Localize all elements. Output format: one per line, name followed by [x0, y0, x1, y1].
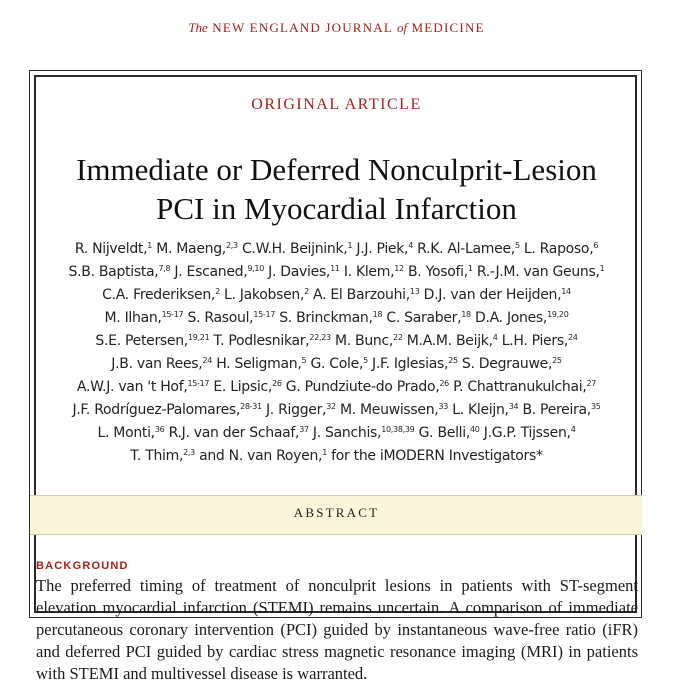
author-affiliation: 28-31	[240, 402, 262, 411]
author-name: S. Degrauwe,	[457, 356, 553, 372]
author-name: D.A. Jones,	[470, 310, 548, 326]
author-affiliation: 15-17	[253, 310, 276, 319]
author-name: L.H. Piers,	[497, 333, 568, 349]
author-name: J.J. Piek,	[352, 241, 409, 257]
background-text: The preferred timing of treatment of nonculprit lesions in patients with ST-segment elevation myocardial infarction (STEMI) remains uncertain. A comparison of immediate percutaneous coronary intervention (PCI) guided by instantaneous wave-free ratio (iFR) and deferred PCI guided by cardiac stress magnetic resonance imaging (MRI) in patients with STEMI and multivessel disease is warranted.	[36, 576, 638, 683]
author-name: D.J. van der Heijden,	[419, 287, 562, 303]
author-affiliation: 34	[508, 402, 519, 411]
author-affiliation: 15-17	[161, 310, 184, 319]
author-name: S. Rasoul,	[183, 310, 254, 326]
author-affiliation: 5	[514, 241, 520, 250]
author-affiliation: 1	[347, 241, 353, 250]
author-name: T. Thim,	[130, 448, 184, 464]
author-name: L. Jakobsen,	[219, 287, 305, 303]
author-name: R.J. van der Schaaf,	[164, 425, 300, 441]
author-affiliation: 19,20	[547, 310, 569, 319]
author-name: J.F. Rodríguez-Palomares,	[72, 402, 241, 418]
author-name: R.K. Al-Lamee,	[413, 241, 515, 257]
author-affiliation: 2,3	[183, 448, 195, 457]
author-affiliation: 4	[492, 333, 498, 342]
author-name: I. Klem,	[339, 264, 395, 280]
author-affiliation: 26	[272, 379, 282, 388]
author-affiliation: 32	[326, 402, 336, 411]
author-name: S. Brinckman,	[275, 310, 373, 326]
author-name: S.B. Baptista,	[68, 264, 159, 280]
author-name: M. Bunc,	[330, 333, 394, 349]
author-line	[26, 422, 647, 445]
author-affiliation: 40	[470, 425, 480, 434]
author-name: H. Seligman,	[212, 356, 302, 372]
author-affiliation: 1	[147, 241, 153, 250]
journal-header	[0, 20, 673, 36]
author-name: M. Maeng,	[152, 241, 226, 257]
author-affiliation: 36	[154, 425, 165, 434]
journal-the: The	[188, 20, 208, 35]
author-affiliation: 25	[448, 356, 458, 365]
author-affiliation: 1	[467, 264, 473, 273]
author-line	[26, 399, 647, 422]
title-line: Immediate or Deferred Nonculprit-Lesion	[76, 152, 597, 187]
author-line	[26, 376, 647, 399]
author-name: C. Saraber,	[382, 310, 462, 326]
author-affiliation: 11	[330, 264, 340, 273]
author-line	[26, 238, 647, 261]
author-affiliation: 33	[438, 402, 449, 411]
title-line: PCI in Myocardial Infarction	[156, 191, 517, 226]
author-affiliation: 14	[561, 287, 571, 296]
article-title	[20, 150, 653, 228]
author-affiliation: 35	[590, 402, 601, 411]
journal-medicine: MEDICINE	[411, 20, 485, 35]
author-affiliation: 4	[570, 425, 576, 434]
author-name: L. Raposo,	[519, 241, 594, 257]
author-name: J. Rigger,	[261, 402, 327, 418]
author-list	[26, 238, 647, 468]
author-affiliation: 5	[363, 356, 368, 365]
author-name: S.E. Petersen,	[95, 333, 188, 349]
author-name: C.W.H. Beijnink,	[237, 241, 348, 257]
author-affiliation: 1	[599, 264, 605, 273]
author-affiliation: 19,21	[187, 333, 210, 342]
abstract-heading: ABSTRACT	[293, 505, 380, 520]
author-affiliation: 26	[439, 379, 449, 388]
author-affiliation: 24	[202, 356, 213, 365]
author-name: M. Ilhan,	[104, 310, 162, 326]
author-affiliation: 27	[586, 379, 597, 388]
author-affiliation: 10,38,39	[381, 425, 415, 434]
author-affiliation: 25	[552, 356, 562, 365]
author-affiliation: 37	[299, 425, 309, 434]
author-affiliation: 15-17	[187, 379, 210, 388]
author-affiliation: 13	[409, 287, 420, 296]
author-name: for the iMODERN Investigators*	[327, 448, 543, 464]
author-name: E. Lipsic,	[209, 379, 273, 395]
author-affiliation: 7,8	[158, 264, 171, 273]
author-name: A.W.J. van 't Hof,	[76, 379, 188, 395]
author-affiliation: 5	[301, 356, 307, 365]
author-name: B. Yosofi,	[403, 264, 468, 280]
author-name: J. Sanchis,	[308, 425, 382, 441]
author-affiliation: 22,23	[309, 333, 331, 342]
author-name: G. Cole,	[306, 356, 364, 372]
author-name: J.G.P. Tijssen,	[479, 425, 571, 441]
author-line	[26, 330, 647, 353]
author-name: J.F. Iglesias,	[367, 356, 449, 372]
author-affiliation: 9,10	[247, 264, 265, 273]
author-name: R.-J.M. van Geuns,	[472, 264, 600, 280]
author-line	[26, 445, 647, 468]
author-affiliation: 2,3	[225, 241, 238, 250]
author-line	[26, 353, 647, 376]
author-affiliation: 18	[461, 310, 471, 319]
author-affiliation: 22	[393, 333, 403, 342]
journal-new-england: NEW ENGLAND JOURNAL	[212, 20, 393, 35]
journal-of: of	[396, 20, 408, 35]
author-line	[26, 284, 647, 307]
author-name: J. Davies,	[264, 264, 331, 280]
article-type: ORIGINAL ARTICLE	[251, 96, 422, 113]
author-affiliation: 4	[408, 241, 413, 250]
author-name: and N. van Royen,	[194, 448, 323, 464]
background-label: BACKGROUND	[36, 560, 129, 572]
author-name: T. Podlesnikar,	[209, 333, 310, 349]
author-name: L. Kleijn,	[448, 402, 509, 418]
author-affiliation: 18	[372, 310, 383, 319]
author-line	[26, 307, 647, 330]
author-name: P. Chattranukulchai,	[448, 379, 587, 395]
author-affiliation: 12	[394, 264, 404, 273]
author-name: G. Pundziute-do Prado,	[281, 379, 440, 395]
author-name: B. Pereira,	[518, 402, 591, 418]
author-affiliation: 24	[567, 333, 578, 342]
author-name: M.A.M. Beijk,	[402, 333, 493, 349]
author-name: R. Nijveldt,	[74, 241, 148, 257]
author-affiliation: 2	[215, 287, 220, 296]
author-name: A. El Barzouhi,	[308, 287, 410, 303]
author-affiliation: 6	[593, 241, 599, 250]
author-name: G. Belli,	[414, 425, 470, 441]
author-name: J.B. van Rees,	[111, 356, 203, 372]
author-name: M. Meuwissen,	[335, 402, 439, 418]
author-name: J. Escaned,	[170, 264, 248, 280]
author-line	[26, 261, 647, 284]
author-name: L. Monti,	[97, 425, 155, 441]
author-affiliation: 1	[322, 448, 328, 457]
author-affiliation: 2	[304, 287, 309, 296]
author-name: C.A. Frederiksen,	[102, 287, 216, 303]
